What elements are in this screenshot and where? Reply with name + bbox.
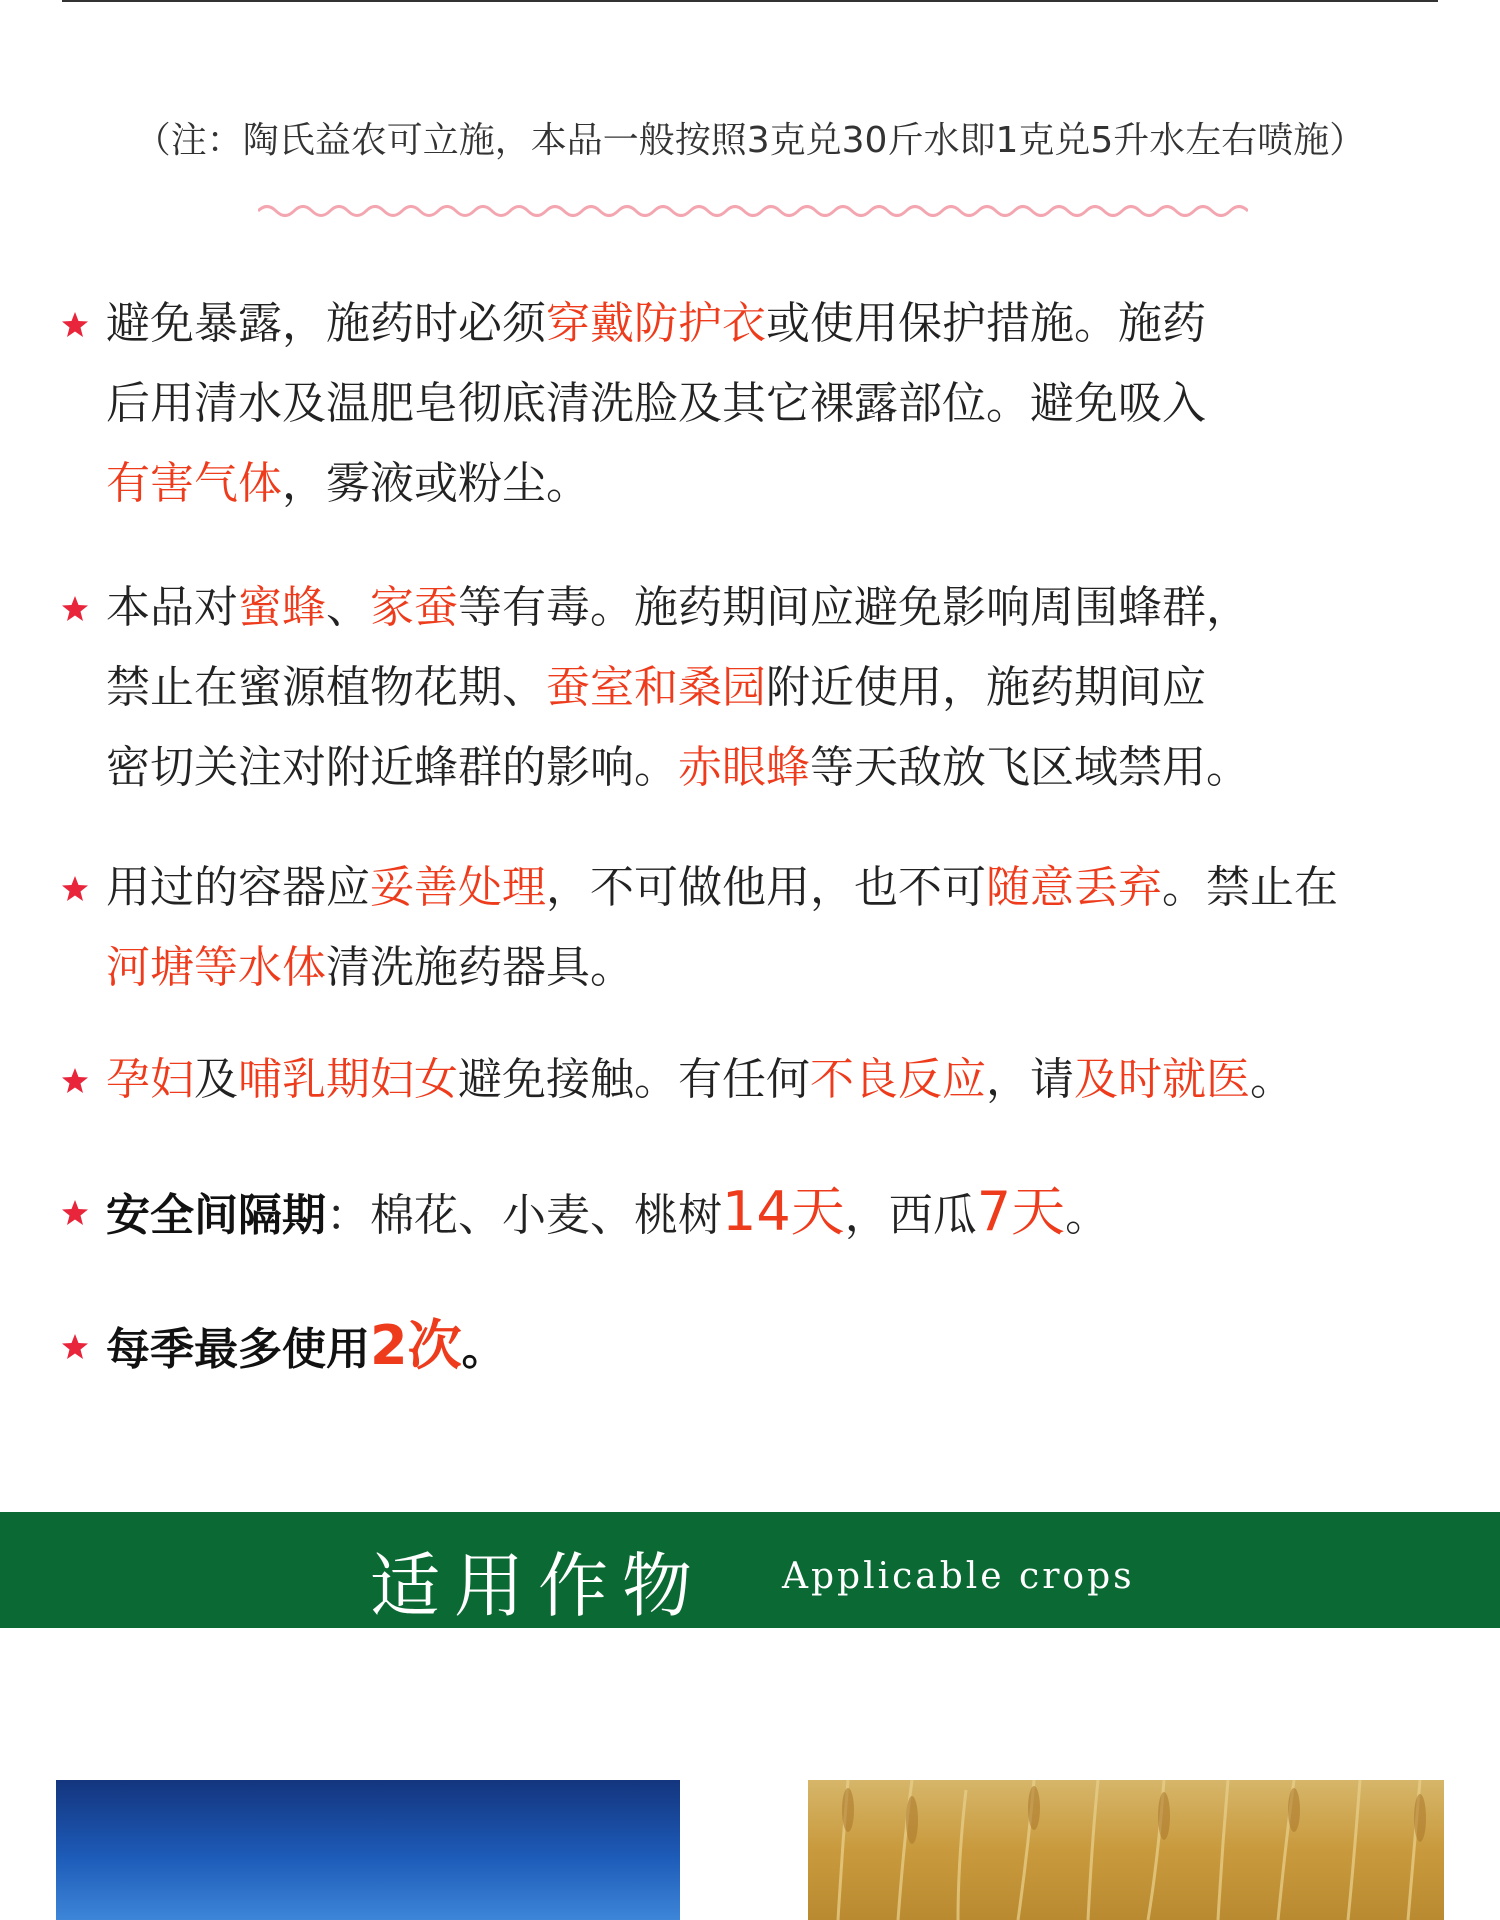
notice-text: 用过的容器应 — [106, 862, 370, 913]
notice-text: 。 — [1065, 1190, 1110, 1241]
highlight-text: 14天 — [722, 1180, 845, 1243]
star-icon — [60, 1198, 90, 1228]
wheat-illustration — [808, 1780, 1444, 1920]
notice-text: 本品对 — [106, 582, 238, 633]
highlight-text: 2次 — [370, 1314, 462, 1377]
highlight-text: 7天 — [976, 1180, 1066, 1243]
notice-line — [106, 928, 1460, 1008]
notice-text: 禁止在蜜源植物花期、 — [106, 662, 546, 713]
notice-safety-interval — [60, 1172, 1460, 1252]
notice-line — [106, 284, 1460, 364]
highlight-text: 孕妇 — [106, 1054, 194, 1105]
notice-pregnant — [60, 1040, 1460, 1120]
notice-text: ，雾液或粉尘。 — [282, 458, 590, 509]
highlight-text: 哺乳期妇女 — [238, 1054, 458, 1105]
star-icon — [60, 874, 90, 904]
notice-line — [106, 648, 1460, 728]
notice-exposure — [60, 284, 1460, 524]
star-icon — [60, 1332, 90, 1362]
notice-text: ，西瓜 — [844, 1190, 977, 1241]
notice-line — [106, 568, 1460, 648]
star-icon — [60, 594, 90, 624]
banner-title: 适用作物 — [370, 1545, 706, 1627]
notice-line — [106, 444, 1460, 524]
highlight-text: 蜜蜂 — [238, 582, 326, 633]
banner-subtitle: Applicable crops — [782, 1556, 1135, 1597]
notice-text: 等有毒。施药期间应避免影响周围蜂群， — [458, 582, 1250, 633]
notice-text: 避免暴露，施药时必须 — [106, 298, 546, 349]
notice-text: 或使用保护措施。施药 — [766, 298, 1206, 349]
notice-text: 密切关注对附近蜂群的影响。 — [106, 742, 678, 793]
notice-line — [106, 1172, 1460, 1252]
notice-line — [106, 364, 1460, 444]
highlight-text: 穿戴防护衣 — [546, 298, 766, 349]
usage-note: （注：陶氏益农可立施，本品一般按照3克兑30斤水即1克兑5升水左右喷施） — [134, 120, 1366, 161]
notice-text: 。 — [1250, 1054, 1294, 1105]
highlight-text: 蚕室和桑园 — [546, 662, 766, 713]
star-icon — [60, 310, 90, 340]
highlight-text: 随意丢弃 — [986, 862, 1162, 913]
notice-text: ，不可做他用，也不可 — [546, 862, 986, 913]
notice-label: 安全间隔期 — [106, 1190, 326, 1241]
notice-text: 后用清水及温肥皂彻底清洗脸及其它裸露部位。避免吸入 — [106, 378, 1206, 429]
notice-bees — [60, 568, 1460, 808]
crop-photo-sky — [56, 1780, 680, 1920]
notice-text: 。 — [461, 1324, 506, 1375]
notice-line — [106, 1040, 1460, 1120]
highlight-text: 及时就医 — [1074, 1054, 1250, 1105]
notice-line — [106, 728, 1460, 808]
notice-text: 避免接触。有任何 — [458, 1054, 810, 1105]
section-banner — [0, 1512, 1500, 1628]
crop-photo-wheat — [808, 1780, 1444, 1920]
highlight-text: 妥善处理 — [370, 862, 546, 913]
highlight-text: 不良反应 — [810, 1054, 986, 1105]
notice-text: 及 — [194, 1054, 238, 1105]
notice-text: 附近使用，施药期间应 — [766, 662, 1206, 713]
notice-max-use — [60, 1306, 1460, 1386]
notice-text: 等天敌放飞区域禁用。 — [810, 742, 1250, 793]
highlight-text: 家蚕 — [370, 582, 458, 633]
top-divider — [62, 0, 1438, 2]
wave-divider — [258, 200, 1248, 222]
star-icon — [60, 1066, 90, 1096]
highlight-text: 河塘等水体 — [106, 942, 326, 993]
notice-line — [106, 1306, 1460, 1386]
notice-text: 。禁止在 — [1162, 862, 1338, 913]
highlight-text: 有害气体 — [106, 458, 282, 509]
notice-container-disposal — [60, 848, 1460, 1008]
highlight-text: 赤眼蜂 — [678, 742, 810, 793]
notice-text: 清洗施药器具。 — [326, 942, 634, 993]
notice-text: 、 — [326, 582, 370, 633]
notice-line — [106, 848, 1460, 928]
notice-label: 每季最多使用 — [106, 1324, 370, 1375]
notice-text: ：棉花、小麦、桃树 — [326, 1190, 722, 1241]
notice-text: ，请 — [986, 1054, 1074, 1105]
